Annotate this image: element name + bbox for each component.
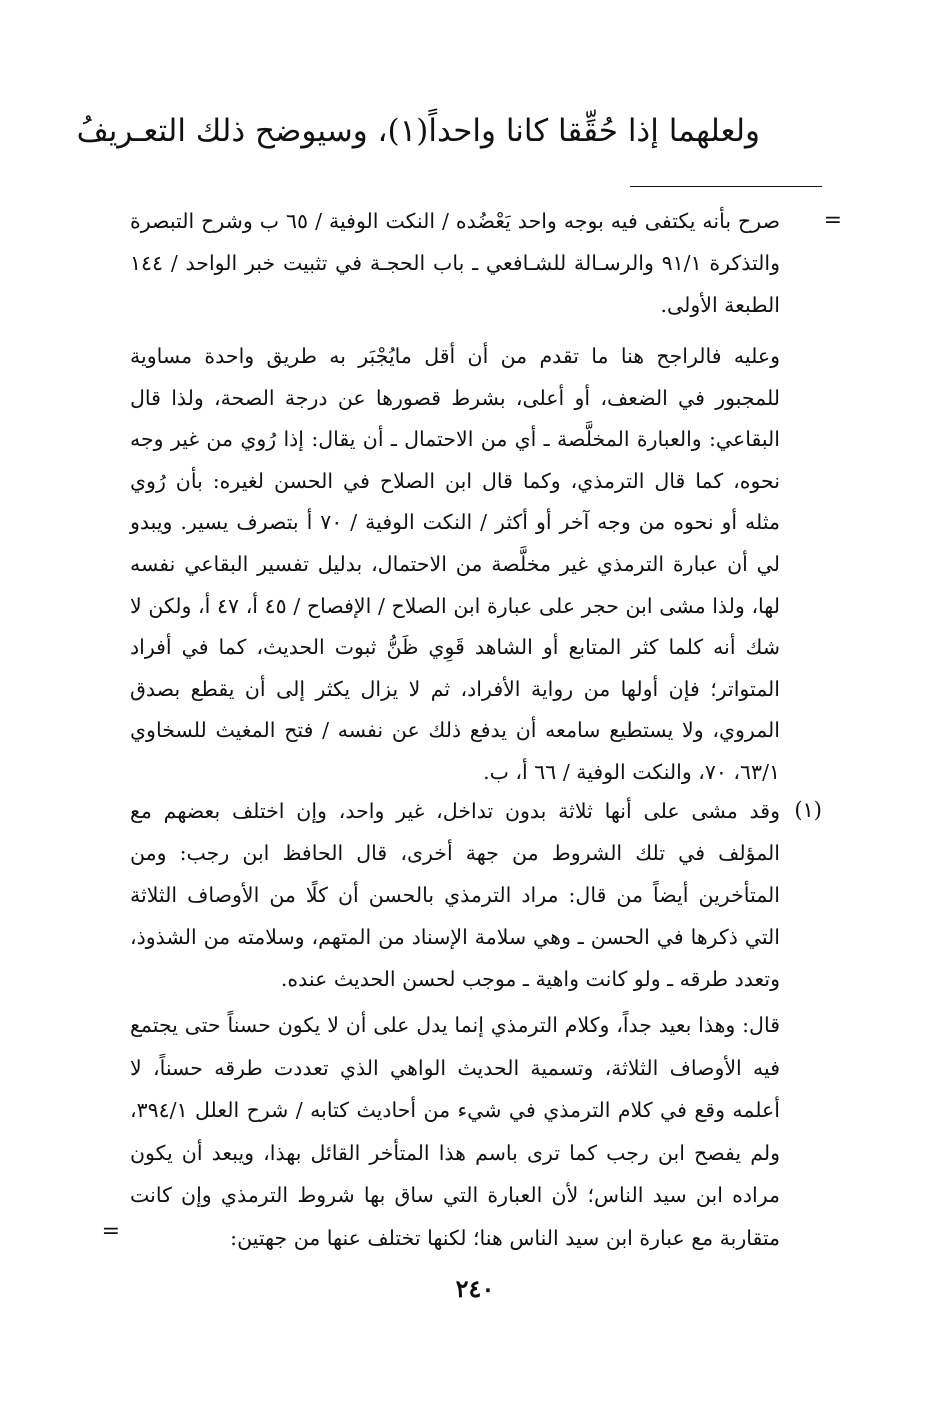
continuation-mark-bottom: = (101, 1219, 120, 1244)
footnote-separator (630, 186, 822, 187)
footnote-number: (١) (794, 798, 822, 822)
page-number: ٢٤٠ (455, 1274, 495, 1303)
footnote-paragraph: وعليه فالراجح هنا ما تقدم من أن أقل مايُجْبَر به طريق واحدة مساوية للمجبور في الضعف، أو أعلى، بشرط قصورها عن درجة الصحة، ولذا قال البقاعي: والعبارة المخلَّصة ـ أي من الاحتمال ـ أن يقال: إذا رُوي من غير وجه نحوه، كما قال الترمذي، وكما قال ابن الصلاح في الحسن لغيره: بأن رُوي مثله أو نحوه من وجه آخر أو أكثر / النكت الوفية / ٧٠ أ بتصرف يسير. ويبدو لي أن عبارة الترمذي غير مخلَّصة من الاحتمال، بدليل تفسير البقاعي نفسه لها، ولذا مشى ابن حجر على عبارة ابن الصلاح / الإفصاح / ٤٥ أ، ٤٧ أ، ولكن لا شك أنه كلما كثر المتابع أو الشاهد قَوِي ظَنُّ ثبوت الحديث، كما في أفراد المتواتر؛ فإن أولها من رواية الأفراد، ثم لا يزال يكثر إلى أن يقطع بصدق المروي، ولا يستطيع سامعه أن يدفع ذلك عن نفسه / فتح المغيث للسخاوي ٦٣/١، ٧٠، والنكت الوفية / ٦٦ أ، ب. (130, 344, 781, 784)
continuation-mark-top: = (823, 208, 842, 233)
footnote-carryover: صرح بأنه يكتفى فيه بوجه واحد يَعْضُده / النكت الوفية / ٦٥ ب وشرح التبصرة والتذكرة ٩١/١ والرسـالة للشـافعي ـ باب الحجـة في تثبيت خبر الواحد / ١٤٤ الطبعة الأولى. (130, 209, 780, 317)
footnote-1-quote: قال: وهذا بعيد جداً، وكلام الترمذي إنما يدل على أن لا يكون حسناً حتى يجتمع فيه الأوصاف الثلاثة، وتسمية الحديث الواهي الذي تعددت طرقه حسناً، لا أعلمه وقع في كلام الترمذي في شيء من أحاديث كتابه / شرح العلل ٣٩٤/١، ولم يفصح ابن رجب كما ترى باسم هذا المتأخر القائل بهذا، ويبعد أن يكون مراده ابن سيد الناس؛ لأن العبارة التي ساق بها شروط الترمذي وإن كانت متقاربة مع عبارة ابن سيد الناس هنا؛ لكنها تختلف عنها من جهتين: (130, 1013, 780, 1250)
footnote-1-text: وقد مشى على أنها ثلاثة بدون تداخل، غير واحد، وإن اختلف بعضهم مع المؤلف في تلك الشروط من جهة أخرى، قال الحافظ ابن رجب: ومن المتأخرين أيضاً من قال: مراد الترمذي بالحسن أن كلًا من الأوصاف الثلاثة التي ذكرها في الحسن ـ وهي سلامة الإسناد من المتهم، وسلامته من الشذوذ، وتعدد طرقه ـ ولو كانت واهية ـ موجب لحسن الحديث عنده. (130, 799, 780, 991)
main-text-line: ولعلهما إذا حُقِّقا كانا واحداً(١)، وسيوضح ذلك التعـريفُ (76, 113, 760, 149)
